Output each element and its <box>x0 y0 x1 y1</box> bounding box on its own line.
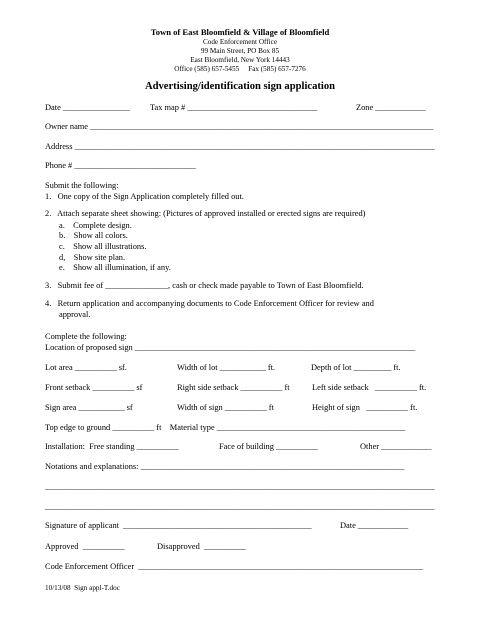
lot-area-field[interactable]: Lot area __________ sf. <box>45 363 127 372</box>
address-field[interactable]: Address ______________________________________________________________________________________ <box>45 142 435 151</box>
submit-item-3[interactable]: 3. Submit fee of _______________, cash or check made payable to Town of East Bloomfield. <box>45 281 364 290</box>
width-of-lot-field[interactable]: Width of lot ___________ ft. <box>177 363 276 372</box>
disapproved-field[interactable]: Disapproved __________ <box>157 542 246 551</box>
sign-area-field[interactable]: Sign area ___________ sf <box>45 403 133 412</box>
depth-of-lot-field[interactable]: Depth of lot _________ ft. <box>311 363 401 372</box>
submit-item-4: 4. Return application and accompanying documents to Code Enforcement Officer for review and <box>45 299 374 308</box>
submit-intro: Submit the following: <box>45 181 119 190</box>
signature-field[interactable]: Signature of applicant _____________________________________________ <box>45 521 312 530</box>
sub-item-b: b. Show all colors. <box>59 231 128 240</box>
complete-intro: Complete the following: <box>45 332 127 341</box>
left-setback-field[interactable]: Left side setback __________ ft. <box>312 383 427 392</box>
org-name: Town of East Bloomfield & Village of Bloomfield <box>150 27 330 37</box>
other-field[interactable]: Other ____________ <box>360 442 432 451</box>
sub-item-d: d, Show site plan. <box>59 253 126 262</box>
width-of-sign-field[interactable]: Width of sign __________ ft <box>177 403 274 412</box>
face-of-building-field[interactable]: Face of building __________ <box>219 442 318 451</box>
tax-map-field[interactable]: Tax map # _______________________________ <box>150 103 318 112</box>
submit-item-1: 1. One copy of the Sign Application completely filled out. <box>45 192 244 201</box>
submit-item-2: 2. Attach separate sheet showing: (Pictures of approved installed or erected signs are required) <box>45 209 366 218</box>
top-edge-material-field[interactable]: Top edge to ground __________ ft Material type _____________________________________________ <box>45 423 406 432</box>
sub-item-e: e. Show all illumination, if any. <box>59 263 171 272</box>
office-street: 99 Main Street, PO Box 85 <box>200 47 280 55</box>
form-title: Advertising/identification sign application <box>144 81 336 92</box>
approved-field[interactable]: Approved __________ <box>45 542 125 551</box>
notations-line-3[interactable]: _____________________________________________________________________________________________ <box>45 502 435 511</box>
notations-line-2[interactable]: _____________________________________________________________________________________________ <box>45 482 435 491</box>
zone-field[interactable]: Zone ____________ <box>356 103 426 112</box>
sub-item-a: a. Complete design. <box>59 221 132 230</box>
code-enforcement-officer-field[interactable]: Code Enforcement Officer ____________________________________________________________________ <box>45 562 424 571</box>
phone-field[interactable]: Phone # _____________________________ <box>45 161 196 170</box>
office-phone-fax: Office (585) 657-5455 Fax (585) 657-7276 <box>174 65 306 73</box>
owner-name-field[interactable]: Owner name __________________________________________________________________________________ <box>45 122 434 131</box>
office-city: East Bloomfield, New York 14443 <box>190 56 290 64</box>
height-of-sign-field[interactable]: Height of sign __________ ft. <box>312 403 418 412</box>
sub-item-c: c. Show all illustrations. <box>59 242 147 251</box>
date-field[interactable]: Date ________________ <box>45 103 130 112</box>
right-setback-field[interactable]: Right side setback __________ ft <box>177 383 290 392</box>
signature-date-field[interactable]: Date ____________ <box>340 521 409 530</box>
location-field[interactable]: Location of proposed sign ___________________________________________________________________ <box>45 343 416 352</box>
notations-field[interactable]: Notations and explanations: _______________________________________________________________ <box>45 462 405 471</box>
office-name: Code Enforcement Office <box>202 38 278 46</box>
front-setback-field[interactable]: Front setback __________ sf <box>45 383 143 392</box>
installation-free-standing-field[interactable]: Installation: Free standing __________ <box>45 442 179 451</box>
submit-item-4-cont: approval. <box>59 310 91 319</box>
document-footer: 10/13/08 Sign appl-T.doc <box>45 584 120 592</box>
